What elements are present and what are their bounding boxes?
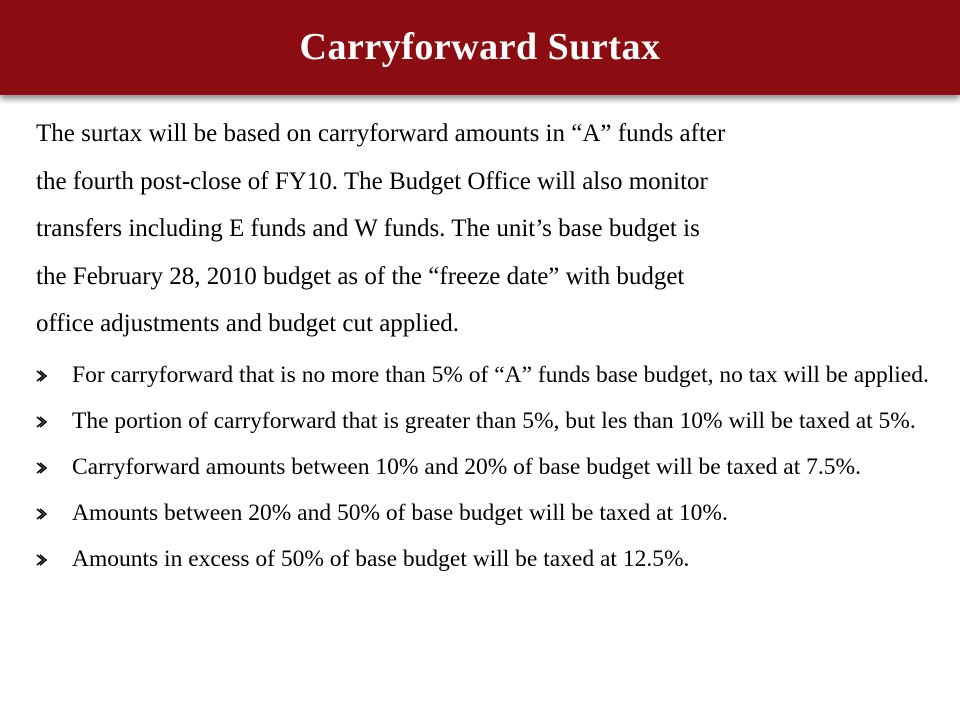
slide-title: Carryforward Surtax bbox=[299, 25, 661, 68]
intro-line: The surtax will be based on carryforward amounts in “A” funds after bbox=[36, 120, 726, 147]
bullet-item bbox=[36, 544, 936, 575]
bullet-text: Carryforward amounts between 10% and 20% of base budget will be taxed at 7.5%. bbox=[72, 454, 861, 480]
bullet-text: For carryforward that is no more than 5% of “A” funds base budget, no tax will be applied. bbox=[72, 362, 929, 388]
intro-line: the February 28, 2010 budget as of the “freeze date” with budget bbox=[36, 262, 685, 290]
bullet-item bbox=[36, 360, 936, 391]
bullet-text: The portion of carryforward that is greater than 5%, but les than 10% will be taxed at 5%. bbox=[72, 408, 916, 434]
intro-line: transfers including E funds and W funds. The unit’s base budget is bbox=[36, 215, 700, 242]
bullet-item bbox=[36, 452, 936, 483]
bullet-item bbox=[36, 406, 936, 437]
chevron-arrow-icon bbox=[36, 370, 48, 382]
intro-line: office adjustments and budget cut applied. bbox=[36, 310, 460, 337]
bullet-item bbox=[36, 498, 936, 529]
title-bar bbox=[0, 0, 960, 95]
chevron-arrow-icon bbox=[36, 416, 48, 428]
bullet-list bbox=[36, 360, 936, 590]
chevron-arrow-icon bbox=[36, 462, 48, 474]
bullet-text: Amounts between 20% and 50% of base budget will be taxed at 10%. bbox=[72, 500, 728, 526]
bullet-text: Amounts in excess of 50% of base budget will be taxed at 12.5%. bbox=[72, 546, 690, 572]
intro-line: the fourth post-close of FY10. The Budget Office will also monitor bbox=[36, 167, 708, 195]
intro-paragraph bbox=[36, 110, 931, 348]
chevron-arrow-icon bbox=[36, 508, 48, 520]
chevron-arrow-icon bbox=[36, 554, 48, 566]
